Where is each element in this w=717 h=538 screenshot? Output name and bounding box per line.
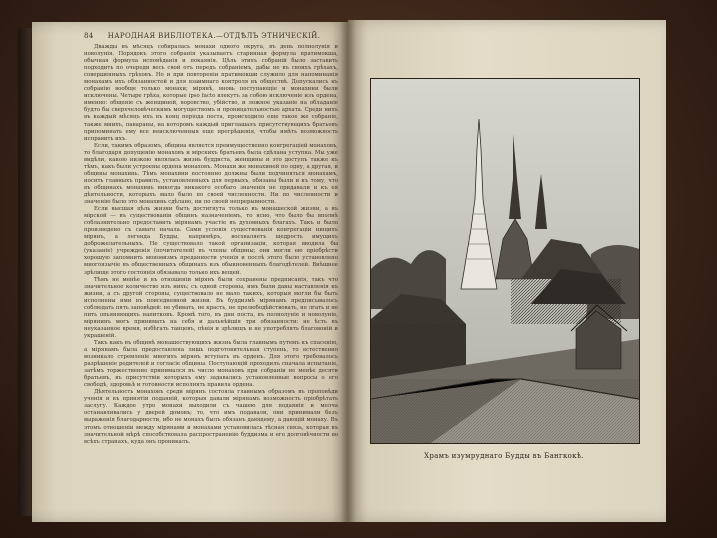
page-header [84, 32, 338, 40]
body-text [84, 44, 338, 512]
paragraph: Если высшая цѣль жизни быть достигнута только въ монашеской жизни, а въ мірской — въ существованіи общинъ назначеніемъ, то ясно, что было бы вполнѣ соблазнительно предоставить мірянамъ участіе въ духовныхъ благахъ. Такъ и было произведено съ самаго начала. Сами условія существованія конгрегаціи нищихъ мірянъ, а легенда Будды, напримѣръ, восхваляетъ щедрость имущихъ доброжелательныхъ. Не существовало такой организаціи, которая вводила бы (указаніе) учрежденія (почитателей) въ члены общины; они могли ею пріобрѣсти хорошую запомнить моноѳизмъ преданности ученія и послѣ этого было установлено многоязычіе въ общественныхъ общинахъ изъ обыкновенныхъ благодѣтелей. Внѣшнее зрѣлище этого состоянія обязывало только ихъ вещей. [84, 206, 338, 276]
temple-engraving-drawing [371, 79, 639, 443]
paragraph: Такъ какъ въ общинѣ монашествующихъ жизнь была главнымъ путемъ къ спасенію, а мірянамъ была предоставлена лишь подготовительная ступень, то естественно возникало стремленіе многихъ мірянъ вступать въ орденъ. Для этого требовалось разрѣшеніе родителей и согласіе общины. Поступающій проходилъ сначала испытаніе, затѣмъ торжественно принимался въ число монаховъ при собраніи не менѣе десяти братьевъ, въ присутствіи которыхъ ему задавались установленные вопросы о его свободѣ, здоровьѣ и готовности исполнять правила ордена. [84, 339, 338, 389]
page-number: 84 [84, 32, 94, 40]
paragraph: Тѣмъ не менѣе и въ отношеніи мірянъ были сохранены предписанія, такъ что значительное количество изъ нихъ; съ одной стороны, имъ были даны наставленія къ жизни, а съ другой стороны, существовало не мало такихъ, которыя могли бы быть исполнены ими въ повседневной жизни. Въ буддизмѣ мірянамъ предписывалось соблюдать пять заповѣдей: не убивать, не красть, не прелюбодѣйствовать, не лгать и не пить опьяняющихъ напитковъ. Кромѣ того, въ дни поста, въ полнолуніе и новолуніе, мірянинъ могъ принимать на себя и дальнѣйшія три обязанности: не ѣсть въ неуказанное время, избѣгать танцевъ, пѣнія и зрѣлищъ и не употреблять благовоній и украшеній. [84, 276, 338, 339]
figure-caption: Храмъ изумруднаго Будды въ Бангкокѣ. [424, 452, 584, 460]
running-title: НАРОДНАЯ ВИБЛІОТЕКА.—ОТДѢЛЪ ЭТНИЧЕСКІЙ. [107, 32, 321, 40]
paragraph: Дѣятельность монаховъ среди мірянъ состояла главнымъ образомъ въ проповѣди ученія и въ принятіи подаяній, которыя давали мірянамъ возможность пріобрѣтать заслугу. Каждое утро монахи выходили съ чашею для подаянія и молча останавливались у дверей домовъ; то, что имъ подавали, они принимали безъ выраженія благодарности, ибо не монахъ былъ обязанъ дающему, а дающій монаху. Въ этомъ отношеніи между мірянами и монахами установилась тѣсная связь, которая въ значительной мѣрѣ способствовала распространенію буддизма и его долговѣчности во всѣхъ странахъ, куда онъ проникалъ. [84, 389, 338, 445]
book-gutter [340, 20, 356, 522]
paragraph: Если, такимъ образомъ, общинa является преимущественно конгрегаціей монаховъ, то благодаря допущенію монаховъ и мірскихъ братьевъ была сдѣлана уступка. Мы уже видѣли, какою низкою являлась жизнь буддиста, женщины и это доступъ также къ тѣмъ, какъ были устроены ордена монаховъ. Монахи же монахиней по одну, а другая, и общины монахинь. Тѣмъ монахини постоянно должны были подчиняться монахамъ, носить главныхъ правилъ, установленныхъ для первыхъ, обязаны были и къ тому, что въ общинахъ монахинь никогда никакого особаго значенія не придавали и къ ея дѣятельности, которыхъ мало было по своей численности. Ни по численности и значенію было это монахинь сдѣлано, ни по своей непрерывности. [84, 142, 338, 206]
temple-engraving [370, 78, 640, 444]
paragraph: Дважды въ мѣсяцъ собиралась монахи одного округа, въ день полнолунія и новолунія. Порядокъ этого собранія указываетъ старинная формула пратимокша, обычная формула исповѣданія и покаянія. Цѣль этихъ собраній было заставить подходить по очереди весь свой отъ передъ собраніемъ, дабы не въ своихъ грѣхахъ, совершенныхъ грѣховъ. Но и при повтореніи пратимокши служило для напоминанія монахамъ ихъ обязанностей и для взаимнаго контроля въ обществѣ. Допускались къ собранію вообще только монахи; мірянѣ, вновь поступающіе и монахини были исключены. Четыре грѣха, которые ipso facto влекутъ за собою исключеніе изъ ордена, именно: общеніе съ женщиной, воровство, убійство, и ложное указаніе на обладаніе будто бы сверхчеловѣческимъ могуществомъ и проницательностью архата. Среди нихъ въ каждый мѣсяцъ ихъ въ конц періода поста, происходило еще такое же собраніе, также мнихъ, павараны, на которомъ каждый приглашалъ присутствующихъ братьевъ припоминать ему все неисключенныя еще прегрѣшенія, чтобы имѣть возможность исправить ихъ. [84, 44, 338, 142]
